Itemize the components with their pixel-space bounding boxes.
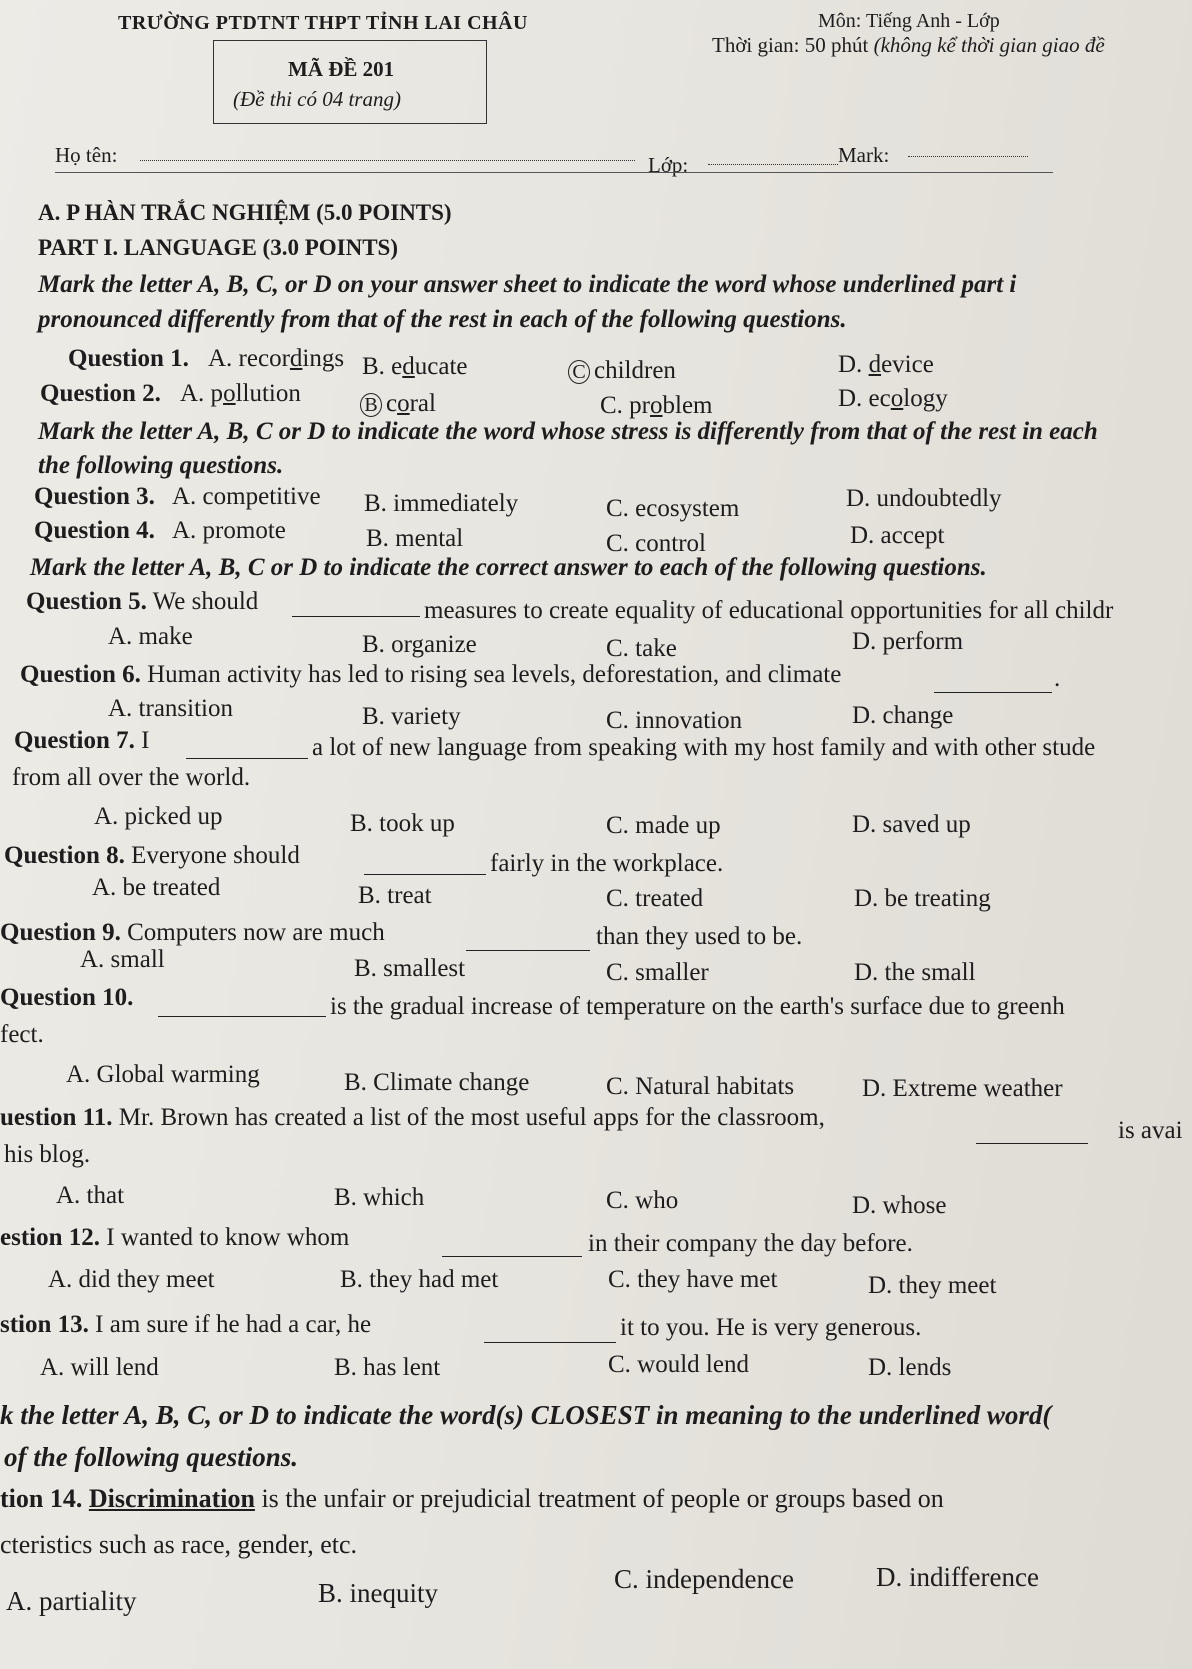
pronunciation-instruction-1: Mark the letter A, B, C, or D on your answer sheet to indicate the word whose underlined part i [38, 271, 1017, 298]
q1-d-pre: D. [838, 351, 869, 378]
q8-stem-b: fairly in the workplace. [490, 850, 724, 877]
q14-option-c[interactable]: C. independence [614, 1564, 794, 1594]
q1-a-pre: A. recor [208, 345, 290, 372]
q13-option-a[interactable]: A. will lend [40, 1354, 159, 1381]
q13-blank [484, 1320, 616, 1343]
correct-answer-instruction: Mark the letter A, B, C or D to indicate the correct answer to each of the following questions. [30, 554, 987, 581]
question-11-stem [0, 1103, 825, 1133]
q6-option-b[interactable]: B. variety [362, 703, 461, 730]
q12-stem-a: I wanted to know whom [106, 1224, 350, 1251]
q4-option-c[interactable]: C. control [606, 530, 706, 557]
header-divider [55, 172, 1053, 173]
q14-stem-b: cteristics such as race, gender, etc. [0, 1530, 358, 1559]
mark-label: Mark: [838, 143, 890, 167]
q14-option-d[interactable]: D. indifference [876, 1562, 1039, 1592]
q6-option-c[interactable]: C. innovation [606, 707, 743, 734]
q11-stem-b: is avai [1118, 1117, 1183, 1144]
q3-option-a[interactable]: A. competitive [172, 483, 321, 510]
section-title: A. P HÀN TRẮC NGHIỆM (5.0 POINTS) [38, 200, 452, 225]
q10-option-b[interactable]: B. Climate change [344, 1069, 530, 1096]
q2-a-pre: A. p [180, 380, 224, 407]
q7-blank [186, 736, 308, 759]
q13-option-c[interactable]: C. would lend [608, 1351, 749, 1378]
question-6-label: Question 6. [20, 661, 141, 688]
q2-b-underlined: o [397, 390, 410, 417]
q8-option-a[interactable]: A. be treated [92, 874, 221, 901]
question-9-stem [0, 918, 385, 948]
q8-stem-a: Everyone should [131, 842, 300, 869]
q12-blank [442, 1234, 582, 1257]
subject: Môn: Tiếng Anh - Lớp [818, 10, 1000, 32]
q8-blank [364, 852, 486, 875]
q14-stem-a: is the unfair or prejudicial treatment of people or groups based on [261, 1484, 944, 1513]
q2-b-post: ral [409, 390, 436, 417]
exam-time [712, 30, 1105, 60]
q2-b-circle: B [360, 393, 382, 417]
q13-option-b[interactable]: B. has lent [334, 1354, 441, 1381]
q13-option-d[interactable]: D. lends [868, 1354, 952, 1381]
q11-blank [976, 1121, 1088, 1144]
q5-option-a[interactable]: A. make [108, 623, 193, 650]
q14-keyword: Discrimination [88, 1484, 255, 1513]
q7-stem-a: I [141, 727, 150, 754]
question-7-stem [14, 726, 149, 756]
question-8-label: Question 8. [4, 842, 125, 869]
mark-field[interactable] [908, 156, 1028, 157]
q9-option-d[interactable]: D. the small [854, 959, 976, 986]
q12-option-c[interactable]: C. they have met [608, 1266, 778, 1293]
q12-option-d[interactable]: D. they meet [868, 1272, 997, 1299]
question-10-label: Question 10. [0, 984, 134, 1011]
q4-option-b[interactable]: B. mental [366, 525, 464, 552]
question-5-stem [26, 587, 258, 617]
q6-option-d[interactable]: D. change [852, 702, 954, 729]
q7-option-b[interactable]: B. took up [350, 810, 455, 837]
question-4-label: Question 4. [34, 517, 155, 544]
q1-b-pre: B. e [362, 353, 403, 380]
class-label: Lớp: [648, 153, 689, 177]
q10-option-a[interactable]: A. Global warming [66, 1061, 260, 1088]
q11-option-a[interactable]: A. that [56, 1182, 125, 1209]
q2-d-underlined: o [890, 385, 904, 412]
question-12-stem [0, 1223, 349, 1253]
q3-option-d[interactable]: D. undoubtedly [846, 485, 1002, 512]
q10-option-d[interactable]: D. Extreme weather [862, 1075, 1063, 1102]
q1-option-d[interactable] [838, 350, 934, 380]
q14-option-a[interactable]: A. partiality [6, 1586, 137, 1616]
q12-option-b[interactable]: B. they had met [340, 1266, 499, 1293]
q10-stem-c: fect. [0, 1021, 44, 1048]
q3-option-c[interactable]: C. ecosystem [606, 495, 740, 522]
q11-option-c[interactable]: C. who [606, 1187, 679, 1214]
question-2-label: Question 2. [40, 380, 161, 407]
q2-option-a[interactable] [180, 379, 301, 409]
question-7-label: Question 7. [14, 727, 135, 754]
q13-stem-a: I am sure if he had a car, he [95, 1311, 372, 1338]
q6-option-a[interactable]: A. transition [108, 695, 233, 722]
q5-blank [292, 594, 420, 617]
q2-d-pre: D. ec [838, 385, 891, 412]
q3-option-b[interactable]: B. immediately [364, 490, 519, 517]
q4-option-a[interactable]: A. promote [172, 517, 286, 544]
q9-option-b[interactable]: B. smallest [354, 955, 466, 982]
q2-c-post: blem [662, 392, 713, 419]
question-12-label: estion 12. [0, 1224, 100, 1251]
q9-option-c[interactable]: C. smaller [606, 959, 709, 986]
q4-option-d[interactable]: D. accept [850, 522, 945, 549]
q2-a-underlined: o [223, 380, 236, 407]
class-field[interactable] [708, 164, 838, 165]
q11-option-d[interactable]: D. whose [852, 1192, 947, 1219]
question-14-stem [0, 1484, 944, 1514]
part-title: PART I. LANGUAGE (3.0 POINTS) [38, 235, 398, 260]
q5-option-d[interactable]: D. perform [852, 628, 964, 655]
q7-stem-c: from all over the world. [12, 764, 251, 791]
q6-stem-b: . [1054, 665, 1061, 692]
q1-a-underlined: d [289, 345, 303, 372]
q8-option-b[interactable]: B. treat [358, 882, 432, 909]
q1-d-underlined: d [868, 351, 882, 378]
q12-stem-b: in their company the day before. [588, 1230, 913, 1257]
q5-option-b[interactable]: B. organize [362, 631, 477, 658]
q2-b-pre: c [386, 390, 398, 417]
q5-stem-a: We should [152, 588, 259, 615]
question-6-stem [20, 660, 841, 690]
question-3-label: Question 3. [34, 483, 155, 510]
q11-stem-c: his blog. [4, 1141, 91, 1168]
q1-c-circle: C [568, 360, 590, 384]
q5-option-c[interactable]: C. take [606, 635, 677, 662]
q9-option-a[interactable]: A. small [80, 946, 165, 973]
q1-option-b[interactable] [362, 352, 468, 382]
q1-d-post: evice [881, 351, 934, 378]
pronunciation-instruction-2: pronounced differently from that of the rest in each of the following questions. [38, 306, 847, 333]
q5-stem-b: measures to create equality of educational opportunities for all childr [424, 597, 1114, 624]
question-5-label: Question 5. [26, 588, 147, 615]
q1-c-text: children [594, 357, 676, 384]
name-field[interactable] [140, 160, 635, 161]
q2-c-underlined: o [650, 392, 663, 419]
stress-instruction-2: the following questions. [38, 452, 284, 479]
exam-code: MÃ ĐỀ 201 [288, 57, 395, 81]
q10-stem-b: is the gradual increase of temperature on the earth's surface due to greenh [330, 993, 1065, 1020]
q9-stem-a: Computers now are much [127, 919, 385, 946]
question-13-label: stion 13. [0, 1311, 89, 1338]
name-label: Họ tên: [55, 143, 118, 167]
q2-c-pre: C. pr [600, 392, 650, 419]
time-note: (không kể thời gian giao đề [873, 33, 1105, 57]
q10-blank [158, 994, 326, 1017]
q1-option-a[interactable] [208, 344, 344, 374]
q7-stem-b: a lot of new language from speaking with my host family and with other stude [312, 734, 1096, 761]
q2-option-b[interactable] [360, 389, 436, 419]
q6-stem-a: Human activity has led to rising sea levels, deforestation, and climate [147, 661, 842, 688]
q7-option-d[interactable]: D. saved up [852, 811, 971, 838]
question-9-label: Question 9. [0, 919, 121, 946]
q1-a-post: ings [302, 345, 345, 372]
q12-option-a[interactable]: A. did they meet [48, 1266, 215, 1293]
question-8-stem [4, 841, 300, 871]
q2-a-post: llution [235, 380, 301, 407]
q6-blank [934, 670, 1052, 693]
question-11-label: uestion 11. [0, 1104, 113, 1131]
q1-option-c[interactable] [568, 356, 676, 386]
page-count: (Đề thi có 04 trang) [233, 87, 401, 111]
q2-d-post: logy [903, 385, 948, 412]
stress-instruction-1: Mark the letter A, B, C or D to indicate the word whose stress is differently from that of the rest in each [38, 418, 1098, 445]
q14-option-b[interactable]: B. inequity [318, 1578, 438, 1608]
closest-meaning-instruction-1: k the letter A, B, C, or D to indicate the word(s) CLOSEST in meaning to the underlined word( [0, 1400, 1052, 1430]
q1-b-underlined: d [402, 353, 415, 380]
q7-option-a[interactable]: A. picked up [94, 803, 223, 830]
q8-option-c[interactable]: C. treated [606, 885, 704, 912]
q10-option-c[interactable]: C. Natural habitats [606, 1073, 795, 1100]
closest-meaning-instruction-2: of the following questions. [4, 1442, 299, 1472]
q2-option-d[interactable] [838, 384, 948, 414]
q9-blank [466, 928, 590, 951]
q11-option-b[interactable]: B. which [334, 1184, 425, 1211]
q11-stem-a: Mr. Brown has created a list of the most useful apps for the classroom, [118, 1104, 825, 1131]
school-name: TRƯỜNG PTDTNT THPT TỈNH LAI CHÂU [118, 12, 528, 34]
time-text: Thời gian: 50 phút [712, 33, 869, 57]
q8-option-d[interactable]: D. be treating [854, 885, 991, 912]
question-14-label: tion 14. [0, 1484, 83, 1513]
q9-stem-b: than they used to be. [596, 923, 803, 950]
q1-b-post: ucate [414, 353, 468, 380]
question-1-label: Question 1. [68, 345, 189, 372]
q13-stem-b: it to you. He is very generous. [620, 1314, 922, 1341]
q7-option-c[interactable]: C. made up [606, 812, 721, 839]
question-13-stem [0, 1310, 371, 1340]
